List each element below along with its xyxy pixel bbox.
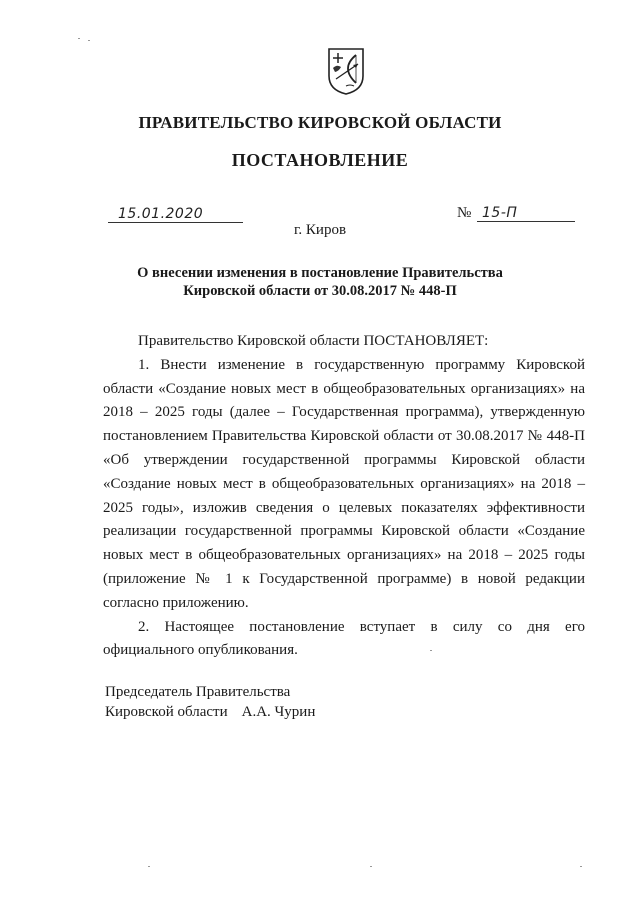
signature-block <box>105 682 329 722</box>
body-item-2: 2. Настоящее постановление вступает в силу со дня его официального опубликования. <box>103 618 585 659</box>
body-intro: Правительство Кировской области ПОСТАНОВЛЯЕТ: <box>138 333 489 349</box>
subject-line-2: Кировской области от 30.08.2017 № 448-П <box>183 283 457 299</box>
number-label: № <box>457 205 472 221</box>
document-type: ПОСТАНОВЛЕНИЕ <box>231 150 409 170</box>
scan-speck <box>78 38 80 39</box>
signature-region: Кировской области <box>105 704 228 720</box>
number-field <box>457 204 575 222</box>
date-field <box>108 204 243 223</box>
organization-title: ПРАВИТЕЛЬСТВО КИРОВСКОЙ ОБЛАСТИ <box>138 113 502 132</box>
signature-title-line-2 <box>105 702 329 722</box>
body-item-1: 1. Внести изменение в государственную программу Кировской области «Создание новых мест в общеобразовательных организациях» на 2018 – 2025 годы (далее – Государственная программа), утвержденную постановлением Правительства Кировской области от 30.08.2017 № 448-П «Об утверждении государственной программы Кировской области «Создание новых мест в общеобразовательных организациях» на 2018 – 2025 годы», изложив сведения о целевых показателях эффективности реализации государственной программы Кировской области «Создание новых мест в общеобразовательных организациях» на 2018 – 2025 годы (приложение № 1 к Государственной программе) в новой редакции согласно приложению. <box>103 356 585 611</box>
scan-speck <box>148 866 150 867</box>
kirov-coat-of-arms-icon <box>326 46 366 96</box>
number-value: 15-П <box>482 205 518 221</box>
scan-speck <box>580 866 582 867</box>
scan-speck <box>430 650 432 651</box>
document-body <box>103 330 585 663</box>
scan-speck <box>370 866 372 867</box>
signature-title-line-1: Председатель Правительства <box>105 684 291 700</box>
number-underline <box>477 203 575 222</box>
document-subject <box>0 264 640 300</box>
signatory-name: А.А. Чурин <box>241 704 316 720</box>
scan-speck <box>88 40 90 41</box>
date-value: 15.01.2020 <box>118 206 204 222</box>
city-name: г. Киров <box>293 222 347 238</box>
subject-line-1: О внесении изменения в постановление Правительства <box>137 265 503 281</box>
